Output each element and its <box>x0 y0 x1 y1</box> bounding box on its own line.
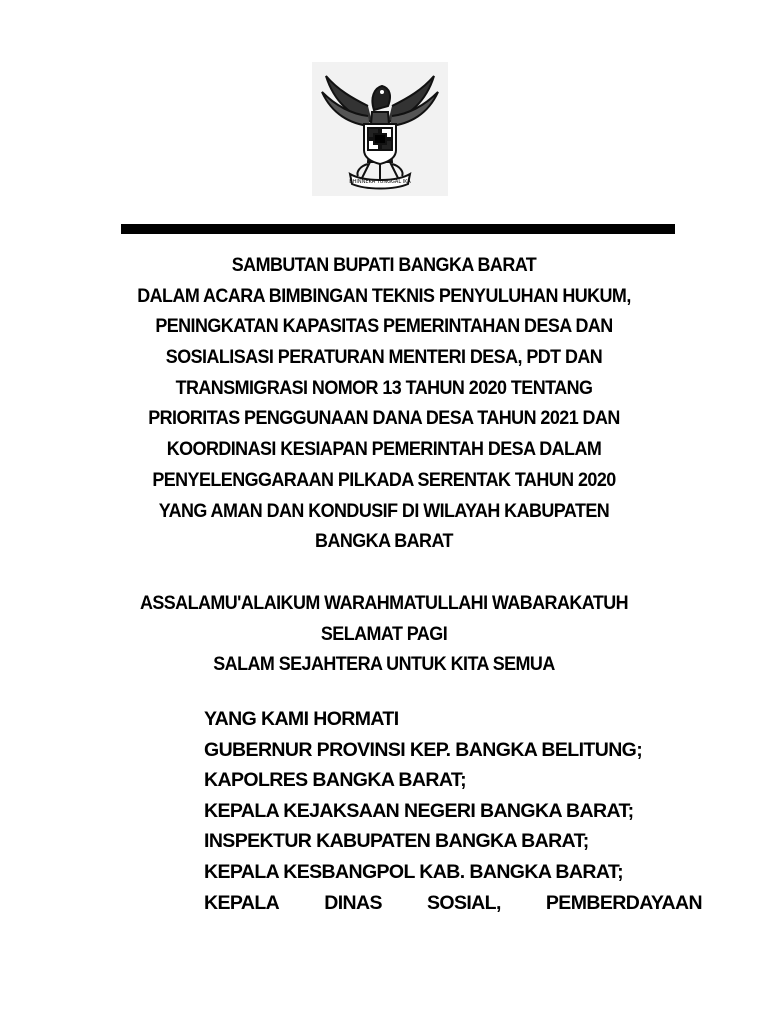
salutation-line: GUBERNUR PROVINSI KEP. BANGKA BELITUNG; <box>204 738 643 761</box>
title-line: DALAM ACARA BIMBINGAN TEKNIS PENYULUHAN HUKUM, <box>137 284 631 307</box>
salutation-word: KEPALA <box>204 891 280 914</box>
garuda-pancasila-emblem-icon <box>312 62 448 196</box>
salutation-line: YANG KAMI HORMATI <box>204 708 399 730</box>
header-rule <box>121 224 675 234</box>
salutation-word: DINAS <box>324 891 382 914</box>
title-line: SAMBUTAN BUPATI BANGKA BARAT <box>231 254 537 276</box>
salutation-line: KEPALA KEJAKSAAN NEGERI BANGKA BARAT; <box>204 799 634 822</box>
speech-title <box>31 250 738 557</box>
greeting-line: SALAM SEJAHTERA UNTUK KITA SEMUA <box>213 653 555 676</box>
title-line: BANGKA BARAT <box>315 530 453 553</box>
greeting <box>31 588 738 680</box>
greeting-line: SELAMAT PAGI <box>320 622 448 645</box>
salutation-line: KAPOLRES BANGKA BARAT; <box>204 769 466 792</box>
salutation-line: INSPEKTUR KABUPATEN BANGKA BARAT; <box>204 830 589 853</box>
title-line: PRIORITAS PENGGUNAAN DANA DESA TAHUN 2021 DAN <box>148 407 620 430</box>
title-line: KOORDINASI KESIAPAN PEMERINTAH DESA DALAM <box>166 438 602 461</box>
salutation-line-justified <box>204 888 702 919</box>
title-line: PENYELENGGARAAN PILKADA SERENTAK TAHUN 2020 <box>152 468 616 491</box>
salutation-line: KEPALA KESBANGPOL KAB. BANGKA BARAT; <box>204 860 623 883</box>
salutation-word: PEMBERDAYAAN <box>545 891 702 914</box>
title-line: PENINGKATAN KAPASITAS PEMERINTAHAN DESA DAN <box>155 315 613 338</box>
title-line: SOSIALISASI PERATURAN MENTERI DESA, PDT DAN <box>165 346 603 369</box>
title-line: TRANSMIGRASI NOMOR 13 TAHUN 2020 TENTANG <box>175 376 593 399</box>
greeting-line: ASSALAMU'ALAIKUM WARAHMATULLAHI WABARAKATUH <box>139 592 629 614</box>
emblem-motto: BHINNEKA TUNGGAL IKA <box>349 179 411 185</box>
salutation-list <box>204 704 704 918</box>
title-line: YANG AMAN DAN KONDUSIF DI WILAYAH KABUPATEN <box>158 499 610 522</box>
salutation-word: SOSIAL, <box>426 891 501 914</box>
